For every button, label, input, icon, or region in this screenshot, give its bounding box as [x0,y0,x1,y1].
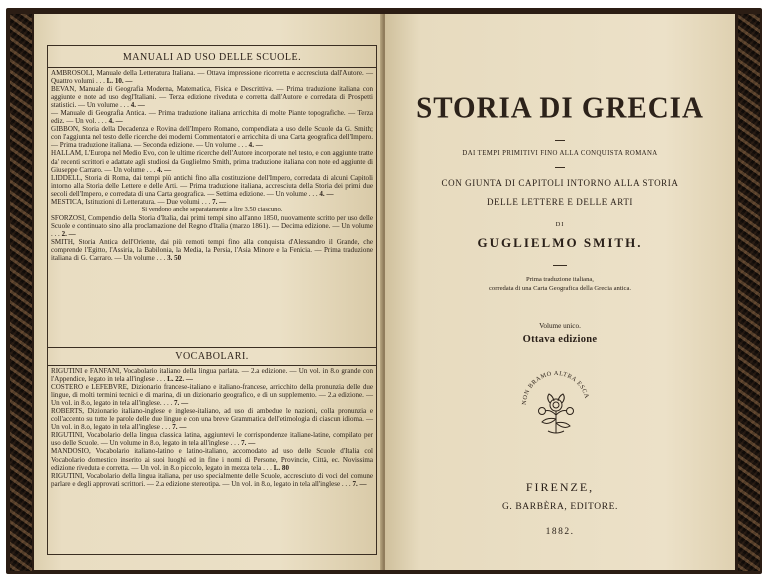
catalog-entry: SFORZOSI, Compendio della Storia d'Italia, dai primi tempi sino all'anno 1850, nuovamente scritto per uso delle Scuole e continuato sino alla proclamazione del Regno d'Italia (marzo 1861). — Decima edizione. — Un volume . . . 2. — [51,213,373,238]
frame-bottom-rule [47,554,377,555]
entry-text: AMBROSOLI, Manuale della Letteratura Italiana. — Ottava impressione ricorretta e accresciuta dall'Autore. — Quattro volumi [51,69,373,86]
catalog-entry: MANDOSIO, Vocabolario italiano-latino e latino-italiano, accomodato ad uso delle Scuole d'Italia col Vocabolario domestico inserito ai suoi luoghi ed in fine i nomi di Persone, Provincie, Città, ec. Novissima edizione riveduta e corretta. — Un vol. in 8.o piccolo, legato in mezza tela . . . L. 80 [51,447,373,472]
edition-note: Ottava edizione [522,334,598,345]
catalog-entry: MESTICA, Istituzioni di Letteratura. — Due volumi . . . 7. — [51,197,227,206]
subtitle-rule [555,167,565,168]
entry-price: 3. 50 [167,254,182,263]
vocab-heading-rule [47,365,377,366]
entry-text: HALLAM, L'Europa nel Medio Evo, con le ultime ricerche dell'Autore incorporate nel testo, e con aggiunte tratte da' recenti scrittori e adattate agli studiosi da Guglielmo Smith, prima traduzione italiana con note ed aggiunte di Giuseppe Carraro. — Un volume [51,149,373,174]
catalog-entry: ROBERTS, Dizionario italiano-inglese e inglese-italiano, ad uso di ambedue le nazioni, colla pronunzia e coll'accento su tutte le parole delle due lingue e con una breve Grammatica dell'etimologia di ciascun idioma. — Un vol. in 8.o, legato in tela all'inglese . . . 7. — [51,407,373,432]
entry-text: RIGUTINI e FANFANI, Vocabolario italiano della lingua parlata. — 2.a edizione. — Un vol. in 8.o grande con l'Appendice, legato in tela all'inglese [51,367,373,384]
catalog-entry: RIGUTINI, Vocabolario della lingua classica latina, aggiuntevi le corrispondenze italiane-latine, compilato per uso delle Scuole. — Un volume in 8.o, legato in tela all'inglese . . . 7. — [51,431,373,448]
entry-text: MANDOSIO, Vocabolario italiano-latino e latino-italiano, accomodato ad uso delle Scuole d'Italia col Vocabolario domestico inserito ai suoi luoghi ed in fine i nomi di Persone, Provincie, Città, ec. Novissima edizione riveduta e corretta. — Un vol. in 8.o piccolo, legato in mezza tela [51,447,373,472]
publisher-emblem [518,361,594,437]
vocab-list [51,367,373,488]
entry-price: 4. — [130,101,145,110]
book-subtitle: DAI TEMPI PRIMITIVI FINO ALLA CONQUISTA ROMANA [462,150,658,157]
catalog-entry: COSTERO e LEFEBVRE, Dizionario francese-italiano e italiano-francese, arricchito della pronunzia delle due lingue, di molti termini tecnici e di marina, di un dizionario geografico, e di un supplemento. — 2.a edizione. — Un vol. in 8.o, legato in tela all'inglese. . . . 7. — [51,383,373,408]
frame-left-rule [47,45,48,555]
entry-text: COSTERO e LEFEBVRE, Dizionario francese-italiano e italiano-francese, arricchito della pronunzia delle due lingue, di molti termini tecnici e di marina, di un dizionario geografico, e di un supplemento. — 2.a edizione. — Un vol. in 8.o, legato in tela all'inglese. [51,383,373,408]
vocab-top-rule [47,347,377,348]
entry-price: 7. — [241,439,256,448]
author-name: GUGLIELMO SMITH. [477,235,643,250]
entry-price: L. 10. — [106,77,133,86]
catalog-entry: BEVAN, Manuale di Geografia Moderna, Matematica, Fisica e Descrittiva. — Prima traduzione italiana con aggiunte e note ad uso degl'Italiani. — Terza edizione riveduta e corretta dall'Autore e corredata di Prospetti statistici. — Un volume . . . 4. — [51,85,373,110]
marbled-edge-left [10,14,32,571]
catalog-entry: RIGUTINI e FANFANI, Vocabolario italiano della lingua parlata. — 2.a edizione. — Un vol. in 8.o grande con l'Appendice, legato in tela all'inglese . . . L. 22. — [51,367,373,384]
author-rule [553,265,567,266]
catalog-entry: — Manuale di Geografia Antica. — Prima traduzione italiana arricchita di molte Piante topografiche. — Terza ediz. — Un vol. . . . 4. — [51,109,373,126]
entry-price: 4. — [248,141,263,150]
entry-text: BEVAN, Manuale di Geografia Moderna, Matematica, Fisica e Descrittiva. — Prima traduzione italiana con aggiunte e note ad uso degl'Italiani. — Terza edizione riveduta e corretta dall'Autore e corredata di Prospetti statistici. — Un volume [51,85,373,110]
publication-year: 1882. [545,527,575,537]
entry-text: RIGUTINI, Vocabolario della lingua classica latina, aggiuntevi le corrispondenze italiane-latine, compilato per uso delle Scuole. — Un volume in 8.o, legato in tela all'inglese [51,431,373,448]
frame-right-rule [376,45,377,555]
entry-text: SMITH, Storia Antica dell'Oriente, dai più remoti tempi fino alla conquista d'Alessandro il Grande, che comprende l'Egitto, l'Assiria, la Babilonia, la Media, la Persia, l'Asia Minore e la Fenicia. — Prima traduzione italiana di G. Carraro. — Un volume [51,237,373,263]
manuals-heading: MANUALI AD USO DELLE SCUOLE. [122,52,302,63]
title-rule [555,140,565,141]
entry-price: L. 22. — [167,375,193,384]
entry-price: L. 80 [273,463,289,472]
entry-text: Si vendono anche separatamente a lire 3.50 ciascuno. [141,205,283,213]
entry-price: 2. — [61,229,76,238]
translation-line-1: Prima traduzione italiana, [526,276,594,283]
left-page [34,14,383,570]
addition-line-1: CON GIUNTA DI CAPITOLI INTORNO ALLA STORIA [441,178,679,188]
entry-text: RIGUTINI, Vocabolario della lingua italiana, per uso specialmente delle Scuole, accresciuto di voci del comune parlare e degli approvati scrittori. — 2.a edizione stereotipa. — Un vol. in 8.o, legato in tela all'inglese [51,471,373,488]
entry-text: SFORZOSI, Compendio della Storia d'Italia, dai primi tempi sino all'anno 1850, nuovamente scritto per uso delle Scuole e continuato sino alla proclamazione del Regno d'Italia (marzo 1861). — Decima edizione. — Un volume [51,213,373,230]
publisher-name: G. BARBÈRA, EDITORE. [501,502,619,512]
entry-text: MESTICA, Istituzioni di Letteratura. — Due volumi [51,197,200,206]
author-preposition: DI [555,221,565,228]
entry-price: 7. — [174,399,189,408]
publisher-city: FIRENZE, [525,480,595,494]
catalog-entry: GIBBON, Storia della Decadenza e Rovina dell'Impero Romano, compendiata a uso delle Scuole da G. Smith; con l'aggiunta nel testo delle ricerche dei moderni Commentatori e arricchita di una Carta geografica dell'Impero. — Prima traduzione italiana. — Seconda edizione. — Un volume . . . 4. — [51,125,373,150]
catalog-entry: HALLAM, L'Europa nel Medio Evo, con le ultime ricerche dell'Autore incorporate nel testo, e con aggiunte tratte da' recenti scrittori e adattate agli studiosi da Guglielmo Smith, prima traduzione italiana con note ed aggiunte di Giuseppe Carraro. — Un volume . . . 4. — [51,149,373,174]
entry-price: 7. — [172,423,187,432]
catalog-entry: RIGUTINI, Vocabolario della lingua italiana, per uso specialmente delle Scuole, accresciuto di voci del comune parlare e degli approvati scrittori. — 2.a edizione stereotipa. — Un vol. in 8.o, legato in tela all'inglese . . . 7. — [51,471,373,488]
catalog-entry: SMITH, Storia Antica dell'Oriente, dai più remoti tempi fino alla conquista d'Alessandro il Grande, che comprende l'Egitto, l'Assiria, la Babilonia, la Media, la Persia, l'Asia Minore e la Fenicia. — Prima traduzione italiana di G. Carraro. — Un volume . . . 3. 50 [51,237,373,263]
emblem-motto: NON BRAMO ALTRA ESCA [520,369,591,406]
vocab-heading: VOCABOLARI. [175,351,249,362]
entry-text: ROBERTS, Dizionario italiano-inglese e inglese-italiano, ad uso di ambedue le nazioni, colla pronunzia e coll'accento su tutte le parole delle due lingue e con una breve Grammatica dell'etimologia di ciascun idioma. — Un vol. in 8.o, legato in tela all'inglese [51,407,373,432]
entry-text: GIBBON, Storia della Decadenza e Rovina dell'Impero Romano, compendiata a uso delle Scuole da G. Smith; con l'aggiunta nel testo delle ricerche dei moderni Commentatori e arricchita di una Carta geografica dell'Impero. — Prima traduzione italiana. — Seconda edizione. — Un volume [51,125,373,150]
catalog-entry: LIDDELL, Storia di Roma, dai tempi più antichi fino alla costituzione dell'Impero, corredata di alcuni Capitoli intorno alla Storia delle Lettere e delle Arti. — Prima traduzione italiana, accresciuta della Storia dei primi due secoli dell'Impero, e corredata di una Carta geografica. — Settima edizione. — Un volume . . . 4. — [51,173,373,198]
svg-text:NON BRAMO ALTRA ESCA [521,370,590,405]
frame-top-rule [47,45,377,46]
entry-price: 7. — [212,197,227,206]
book-title: STORIA DI GRECIA [416,91,704,125]
translation-line-2: corredata di una Carta Geografica della Grecia antica. [488,285,632,292]
marbled-edge-right [738,14,760,571]
catalog-entry: AMBROSOLI, Manuale della Letteratura Italiana. — Ottava impressione ricorretta e accresciuta dall'Autore. — Quattro volumi . . . L. 10. — [51,69,373,86]
entry-price: 4. — [108,117,123,126]
entry-price: 7. — [352,479,367,488]
catalog-entry [51,206,373,214]
title-page [385,14,735,570]
manuals-heading-rule [47,67,377,68]
entry-price: 4. — [319,189,334,198]
entry-text: LIDDELL, Storia di Roma, dai tempi più antichi fino alla costituzione dell'Impero, corredata di alcuni Capitoli intorno alla Storia delle Lettere e delle Arti. — Prima traduzione italiana, accresciuta della Storia dei primi due secoli dell'Impero, e corredata di una Carta geografica. — Settima edizione. — Un volume [51,173,373,198]
catalog-frame [47,45,377,555]
entry-price: 4. — [157,165,172,174]
volume-note: Volume unico. [539,322,581,330]
entry-text: — Manuale di Geografia Antica. — Prima traduzione italiana arricchita di molte Piante topografiche. — Terza ediz. — Un vol. [51,109,373,126]
addition-line-2: DELLE LETTERE E DELLE ARTI [486,197,634,207]
manuals-list [51,69,373,262]
